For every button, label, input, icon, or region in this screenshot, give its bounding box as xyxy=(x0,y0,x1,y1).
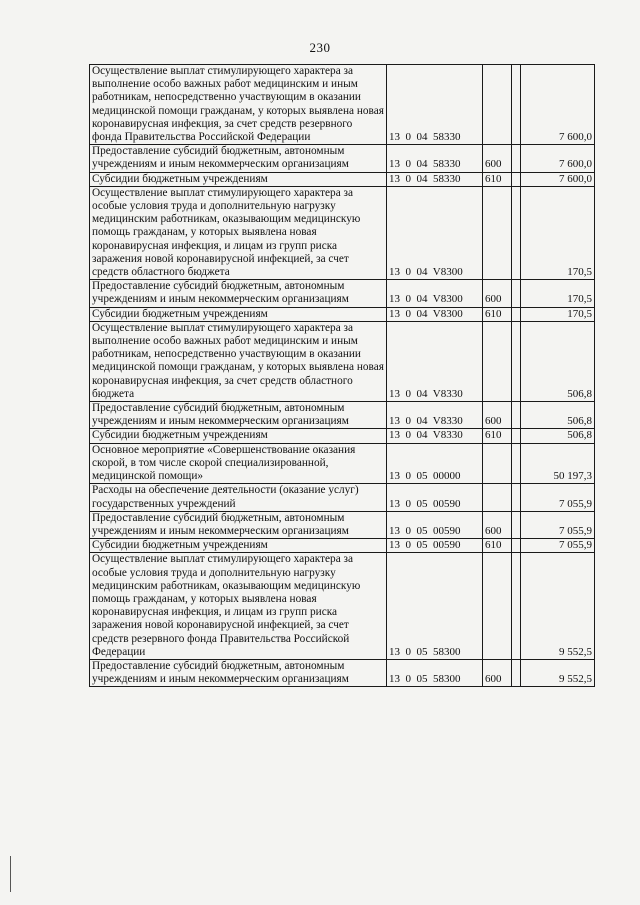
table-row xyxy=(90,539,595,553)
row-target-code: 13 0 05 00590 xyxy=(387,511,483,538)
table-row xyxy=(90,553,595,660)
row-amount: 9 552,5 xyxy=(521,553,595,660)
row-expense-type: 600 xyxy=(483,280,512,307)
row-expense-type xyxy=(483,321,512,401)
row-spacer xyxy=(512,511,521,538)
row-spacer xyxy=(512,539,521,553)
table-row xyxy=(90,145,595,172)
row-amount: 506,8 xyxy=(521,321,595,401)
table-row xyxy=(90,307,595,321)
row-target-code: 13 0 05 00590 xyxy=(387,539,483,553)
row-expense-type xyxy=(483,65,512,145)
row-expense-type: 600 xyxy=(483,145,512,172)
row-expense-type xyxy=(483,443,512,484)
row-expense-type: 600 xyxy=(483,511,512,538)
row-expense-type: 610 xyxy=(483,539,512,553)
row-spacer xyxy=(512,443,521,484)
row-amount: 7 055,9 xyxy=(521,484,595,511)
row-amount: 170,5 xyxy=(521,307,595,321)
row-spacer xyxy=(512,65,521,145)
row-target-code: 13 0 04 58330 xyxy=(387,65,483,145)
row-target-code: 13 0 04 V8300 xyxy=(387,307,483,321)
row-spacer xyxy=(512,484,521,511)
row-spacer xyxy=(512,172,521,186)
row-name: Субсидии бюджетным учреждениям xyxy=(90,429,387,443)
row-expense-type: 600 xyxy=(483,659,512,686)
row-spacer xyxy=(512,321,521,401)
row-target-code: 13 0 04 58330 xyxy=(387,145,483,172)
row-expense-type: 610 xyxy=(483,307,512,321)
table-row xyxy=(90,321,595,401)
row-target-code: 13 0 05 00590 xyxy=(387,484,483,511)
row-spacer xyxy=(512,186,521,279)
row-target-code: 13 0 04 V8330 xyxy=(387,321,483,401)
row-expense-type: 610 xyxy=(483,172,512,186)
row-target-code: 13 0 04 58330 xyxy=(387,172,483,186)
row-expense-type xyxy=(483,186,512,279)
row-amount: 7 055,9 xyxy=(521,511,595,538)
row-expense-type xyxy=(483,484,512,511)
row-name: Предоставление субсидий бюджетным, автономным учреждениям и иным некоммерческим организациям xyxy=(90,145,387,172)
row-spacer xyxy=(512,402,521,429)
row-name: Основное мероприятие «Совершенствование оказания скорой, в том числе скорой специализированной, медицинской помощи» xyxy=(90,443,387,484)
row-spacer xyxy=(512,307,521,321)
row-target-code: 13 0 04 V8330 xyxy=(387,402,483,429)
row-name: Субсидии бюджетным учреждениям xyxy=(90,172,387,186)
budget-table xyxy=(89,64,595,687)
row-name: Предоставление субсидий бюджетным, автономным учреждениям и иным некоммерческим организациям xyxy=(90,659,387,686)
row-name: Осуществление выплат стимулирующего характера за особые условия труда и дополнительную нагрузку медицинским работникам, оказывающим медицинскую помощь гражданам, у которых выявлена новая коронавирусная инфекция, и лицам из групп риска заражения новой коронавирусной инфекцией, за счет средств резервного фонда Правительства Российской Федерации xyxy=(90,553,387,660)
row-spacer xyxy=(512,280,521,307)
row-amount: 506,8 xyxy=(521,402,595,429)
margin-mark xyxy=(10,856,11,892)
page-number: 230 xyxy=(309,40,331,55)
row-target-code: 13 0 05 00000 xyxy=(387,443,483,484)
row-spacer xyxy=(512,553,521,660)
table-row xyxy=(90,280,595,307)
row-name: Предоставление субсидий бюджетным, автономным учреждениям и иным некоммерческим организациям xyxy=(90,511,387,538)
row-name: Расходы на обеспечение деятельности (оказание услуг) государственных учреждений xyxy=(90,484,387,511)
row-name: Субсидии бюджетным учреждениям xyxy=(90,539,387,553)
row-expense-type: 610 xyxy=(483,429,512,443)
row-amount: 9 552,5 xyxy=(521,659,595,686)
row-spacer xyxy=(512,659,521,686)
row-target-code: 13 0 04 V8300 xyxy=(387,186,483,279)
row-target-code: 13 0 04 V8300 xyxy=(387,280,483,307)
row-spacer xyxy=(512,145,521,172)
table-row xyxy=(90,484,595,511)
table-row xyxy=(90,429,595,443)
row-name: Осуществление выплат стимулирующего характера за выполнение особо важных работ медицинским и иным работникам, непосредственно участвующим в оказании медицинской помощи гражданам, у которых выявлена новая коронавирусная инфекция, за счет средств областного бюджета xyxy=(90,321,387,401)
row-name: Осуществление выплат стимулирующего характера за особые условия труда и дополнительную нагрузку медицинским работникам, оказывающим медицинскую помощь гражданам, у которых выявлена новая коронавирусная инфекция, и лицам из групп риска заражения новой коронавирусной инфекцией, за счет средств областного бюджета xyxy=(90,186,387,279)
row-target-code: 13 0 04 V8330 xyxy=(387,429,483,443)
row-amount: 7 600,0 xyxy=(521,172,595,186)
table-row xyxy=(90,511,595,538)
row-expense-type: 600 xyxy=(483,402,512,429)
row-target-code: 13 0 05 58300 xyxy=(387,553,483,660)
table-row xyxy=(90,65,595,145)
row-expense-type xyxy=(483,553,512,660)
row-target-code: 13 0 05 58300 xyxy=(387,659,483,686)
row-amount: 170,5 xyxy=(521,280,595,307)
table-row xyxy=(90,402,595,429)
table-row xyxy=(90,659,595,686)
table-row xyxy=(90,443,595,484)
row-amount: 7 055,9 xyxy=(521,539,595,553)
row-amount: 7 600,0 xyxy=(521,65,595,145)
row-name: Предоставление субсидий бюджетным, автономным учреждениям и иным некоммерческим организациям xyxy=(90,280,387,307)
budget-table-body xyxy=(90,65,595,687)
table-row xyxy=(90,172,595,186)
table-row xyxy=(90,186,595,279)
row-name: Осуществление выплат стимулирующего характера за выполнение особо важных работ медицинским и иным работникам, непосредственно участвующим в оказании медицинской помощи гражданам, у которых выявлена новая коронавирусная инфекция, за счет средств резервного фонда Правительства Российской Федерации xyxy=(90,65,387,145)
row-amount: 506,8 xyxy=(521,429,595,443)
row-name: Субсидии бюджетным учреждениям xyxy=(90,307,387,321)
row-amount: 170,5 xyxy=(521,186,595,279)
row-amount: 7 600,0 xyxy=(521,145,595,172)
row-spacer xyxy=(512,429,521,443)
row-name: Предоставление субсидий бюджетным, автономным учреждениям и иным некоммерческим организациям xyxy=(90,402,387,429)
row-amount: 50 197,3 xyxy=(521,443,595,484)
